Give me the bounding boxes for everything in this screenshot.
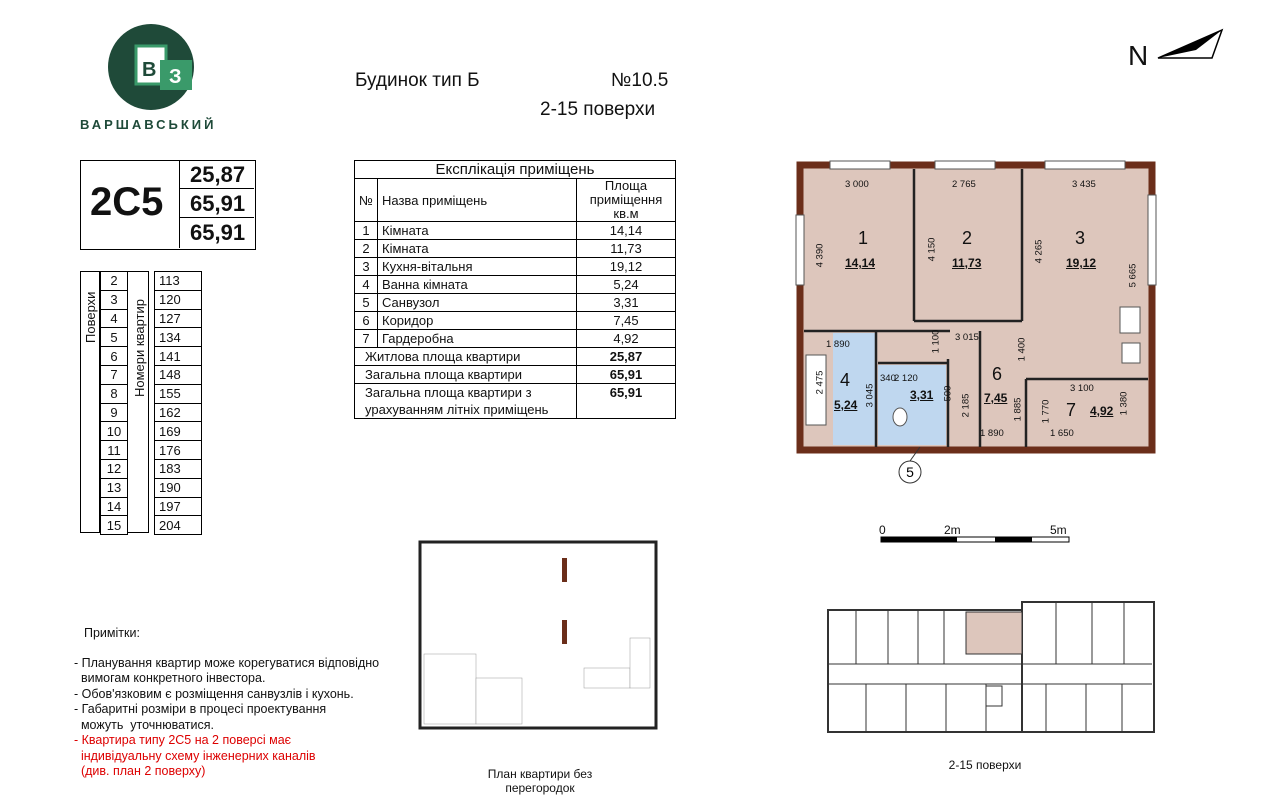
floor-row — [101, 422, 202, 441]
floor-plan-thumbnail — [826, 600, 1158, 736]
dim-ward-w: 3 100 — [1070, 383, 1094, 394]
room-no: 3 — [355, 258, 378, 276]
dim-1890b: 1 890 — [980, 428, 1004, 439]
apartment-floor-plan — [790, 155, 1165, 485]
floor-number: 5 — [101, 328, 128, 347]
spacer-cell — [128, 384, 155, 403]
apartment-number: 141 — [155, 347, 202, 366]
dim-bath-h: 2 475 — [814, 370, 826, 395]
dim-top2: 2 765 — [952, 179, 976, 190]
spacer-cell — [128, 365, 155, 384]
col-area-header: Площа приміщення кв.м — [577, 179, 676, 222]
room-name: Кухня-вітальня — [378, 258, 577, 276]
floor-number: 14 — [101, 497, 128, 516]
stove-icon — [1120, 307, 1140, 333]
scale-2m: 2m — [944, 523, 961, 537]
spacer-cell — [128, 347, 155, 366]
floor-row — [101, 403, 202, 422]
room-3-area: 19,12 — [1066, 256, 1097, 270]
spacer-cell — [128, 403, 155, 422]
room-area: 3,31 — [577, 294, 676, 312]
dim-wc-w: 2 120 — [894, 373, 918, 384]
room-3-number: 3 — [1075, 228, 1086, 248]
total-label: Загальна площа квартири — [355, 366, 577, 384]
apartment-number: 155 — [155, 384, 202, 403]
apartment-number: 176 — [155, 441, 202, 460]
logo-icon — [108, 24, 200, 114]
room-row — [355, 294, 676, 312]
floor-number: 10 — [101, 422, 128, 441]
apartment-number: 134 — [155, 328, 202, 347]
floor-row — [101, 328, 202, 347]
floors-range: 2-15 поверхи — [540, 99, 656, 120]
svg-text:З: З — [169, 66, 182, 88]
dim-v1: 4 390 — [814, 243, 826, 268]
floor-number: 8 — [101, 384, 128, 403]
dim-ward-h2: 1 380 — [1118, 391, 1130, 416]
total-label: Загальна площа квартири з урахуванням літніх приміщень — [355, 384, 577, 419]
total-area-summer-value: 65,91 — [190, 220, 246, 245]
floor-row — [101, 309, 202, 328]
explication-table — [354, 160, 676, 419]
floor-number: 3 — [101, 290, 128, 309]
floor-row — [101, 365, 202, 384]
room-no: 7 — [355, 330, 378, 348]
open-plan-label: План квартири без перегородок — [487, 767, 593, 795]
room-7-area: 4,92 — [1090, 404, 1114, 418]
house-number: №10.5 — [611, 70, 669, 91]
note-red-line: індивідуальну схему інженерних каналів — [74, 748, 316, 763]
room-no: 4 — [355, 276, 378, 294]
floor-row — [101, 516, 202, 535]
floor-row — [101, 441, 202, 460]
dim-1885: 1 885 — [1012, 397, 1024, 422]
room-row — [355, 330, 676, 348]
floor-number: 2 — [101, 272, 128, 291]
total-value: 65,91 — [577, 366, 676, 384]
note-line: - Габаритні розміри в процесі проектування — [74, 702, 327, 716]
room-6-area: 7,45 — [984, 391, 1008, 405]
total-row — [355, 348, 676, 366]
apartment-number: 120 — [155, 290, 202, 309]
dim-1100: 1 100 — [930, 329, 942, 354]
col-no-header: № — [355, 179, 378, 222]
room-row — [355, 312, 676, 330]
north-label: N — [1128, 40, 1149, 71]
apartment-number: 148 — [155, 365, 202, 384]
house-type: Будинок тип Б — [355, 70, 480, 91]
room-name: Гардеробна — [378, 330, 577, 348]
notes-title: Примітки: — [84, 626, 140, 640]
north-arrow-icon — [1156, 28, 1226, 64]
floors-table — [100, 271, 202, 535]
spacer-cell — [128, 309, 155, 328]
apartment-number: 127 — [155, 309, 202, 328]
room-4-number: 4 — [840, 370, 851, 390]
apartment-number: 169 — [155, 422, 202, 441]
room-2-number: 2 — [962, 228, 973, 248]
apartment-number: 183 — [155, 459, 202, 478]
room-area: 4,92 — [577, 330, 676, 348]
apartment-number: 204 — [155, 516, 202, 535]
note-line: - Планування квартир може корегуватися відповідно — [74, 655, 380, 670]
scale-0: 0 — [879, 523, 886, 537]
dim-bath-w: 1 890 — [826, 339, 850, 350]
spacer-cell — [128, 441, 155, 460]
total-value: 65,91 — [577, 384, 676, 419]
floor-number: 11 — [101, 441, 128, 460]
floors-header: Поверхи — [83, 291, 98, 343]
room-area: 7,45 — [577, 312, 676, 330]
room-name: Кімната — [378, 240, 577, 258]
room-4-area: 5,24 — [834, 398, 858, 412]
note-line: - Обов'язковим є розміщення санвузлів і кухонь. — [74, 686, 354, 701]
room-row — [355, 276, 676, 294]
floor-number: 12 — [101, 459, 128, 478]
dim-1400: 1 400 — [1016, 337, 1028, 362]
apartment-number: 113 — [155, 272, 202, 291]
logo-name: ВАРШАВСЬКИЙ — [80, 117, 217, 132]
spacer-cell — [128, 290, 155, 309]
floor-row — [101, 290, 202, 309]
dim-top1: 3 000 — [845, 179, 869, 190]
room-name: Кімната — [378, 222, 577, 240]
spacer-cell — [128, 459, 155, 478]
room-row — [355, 258, 676, 276]
room-no: 5 — [355, 294, 378, 312]
room-name: Санвузол — [378, 294, 577, 312]
floor-row — [101, 347, 202, 366]
room-area: 5,24 — [577, 276, 676, 294]
apartment-areas — [179, 160, 254, 248]
spacer-cell — [128, 422, 155, 441]
total-label: Житлова площа квартири — [355, 348, 577, 366]
room-7-number: 7 — [1066, 400, 1077, 420]
room-no: 1 — [355, 222, 378, 240]
dim-corr: 3 015 — [955, 332, 979, 343]
floor-row — [101, 497, 202, 516]
apartments-header: Номери квартир — [132, 299, 147, 397]
total-row — [355, 366, 676, 384]
dim-v2: 4 150 — [926, 237, 938, 262]
sink-icon — [1122, 343, 1140, 363]
total-value: 25,87 — [577, 348, 676, 366]
apartment-code: 2С5 — [90, 180, 164, 224]
spacer-cell — [128, 328, 155, 347]
floor-number: 4 — [101, 309, 128, 328]
room-row — [355, 240, 676, 258]
room-1-number: 1 — [858, 228, 869, 248]
total-row — [355, 384, 676, 419]
svg-text:В: В — [142, 59, 157, 81]
room-area: 11,73 — [577, 240, 676, 258]
open-plan-drawing — [416, 538, 660, 732]
floor-number: 15 — [101, 516, 128, 535]
floor-number: 6 — [101, 347, 128, 366]
col-name-header: Назва приміщень — [378, 179, 577, 222]
room-row — [355, 222, 676, 240]
dim-top3: 3 435 — [1072, 179, 1096, 190]
room-name: Коридор — [378, 312, 577, 330]
room-1-area: 14,14 — [845, 256, 876, 270]
floor-row — [101, 272, 202, 291]
dim-wc-340: 340 — [880, 373, 896, 384]
spacer-cell — [128, 516, 155, 535]
scale-bar — [880, 536, 1072, 544]
floor-number: 9 — [101, 403, 128, 422]
dim-ward-h1: 1 770 — [1040, 399, 1052, 424]
svg-text:5: 5 — [906, 464, 914, 480]
room-5-area: 3,31 — [910, 388, 934, 402]
toilet-icon — [893, 408, 907, 426]
room-6-number: 6 — [992, 364, 1003, 384]
notes — [74, 626, 394, 780]
spacer-cell — [128, 478, 155, 497]
spacer-cell — [128, 272, 155, 291]
note-line: вимогам конкретного інвестора. — [74, 671, 266, 685]
room-area: 19,12 — [577, 258, 676, 276]
dim-wc-500: 500 — [942, 385, 954, 402]
dim-ward-b: 1 650 — [1050, 428, 1074, 439]
spacer-cell — [128, 497, 155, 516]
room-no: 6 — [355, 312, 378, 330]
dim-v3b: 5 665 — [1127, 263, 1139, 288]
dim-wc-h: 3 045 — [864, 383, 876, 408]
room-no: 2 — [355, 240, 378, 258]
apartment-number: 162 — [155, 403, 202, 422]
floor-number: 13 — [101, 478, 128, 497]
floor-row — [101, 384, 202, 403]
dim-corr-h: 2 185 — [960, 393, 972, 418]
room-2-area: 11,73 — [952, 256, 982, 270]
living-area-value: 25,87 — [180, 160, 254, 189]
floor-row — [101, 459, 202, 478]
floor-row — [101, 478, 202, 497]
dim-v3: 4 265 — [1033, 239, 1045, 264]
note-red-line: (див. план 2 поверху) — [74, 764, 206, 778]
floor-number: 7 — [101, 365, 128, 384]
room-area: 14,14 — [577, 222, 676, 240]
scale-5m: 5m — [1050, 523, 1067, 537]
explication-title: Експлікація приміщень — [355, 161, 676, 179]
total-area-value: 65,91 — [180, 189, 254, 218]
floor-plan-label: 2-15 поверхи — [948, 758, 1022, 772]
apartment-number: 190 — [155, 478, 202, 497]
note-line: можуть уточнюватися. — [74, 717, 214, 732]
room-name: Ванна кімната — [378, 276, 577, 294]
note-red-line: - Квартира типу 2С5 на 2 поверсі має — [74, 733, 292, 747]
apartment-number: 197 — [155, 497, 202, 516]
